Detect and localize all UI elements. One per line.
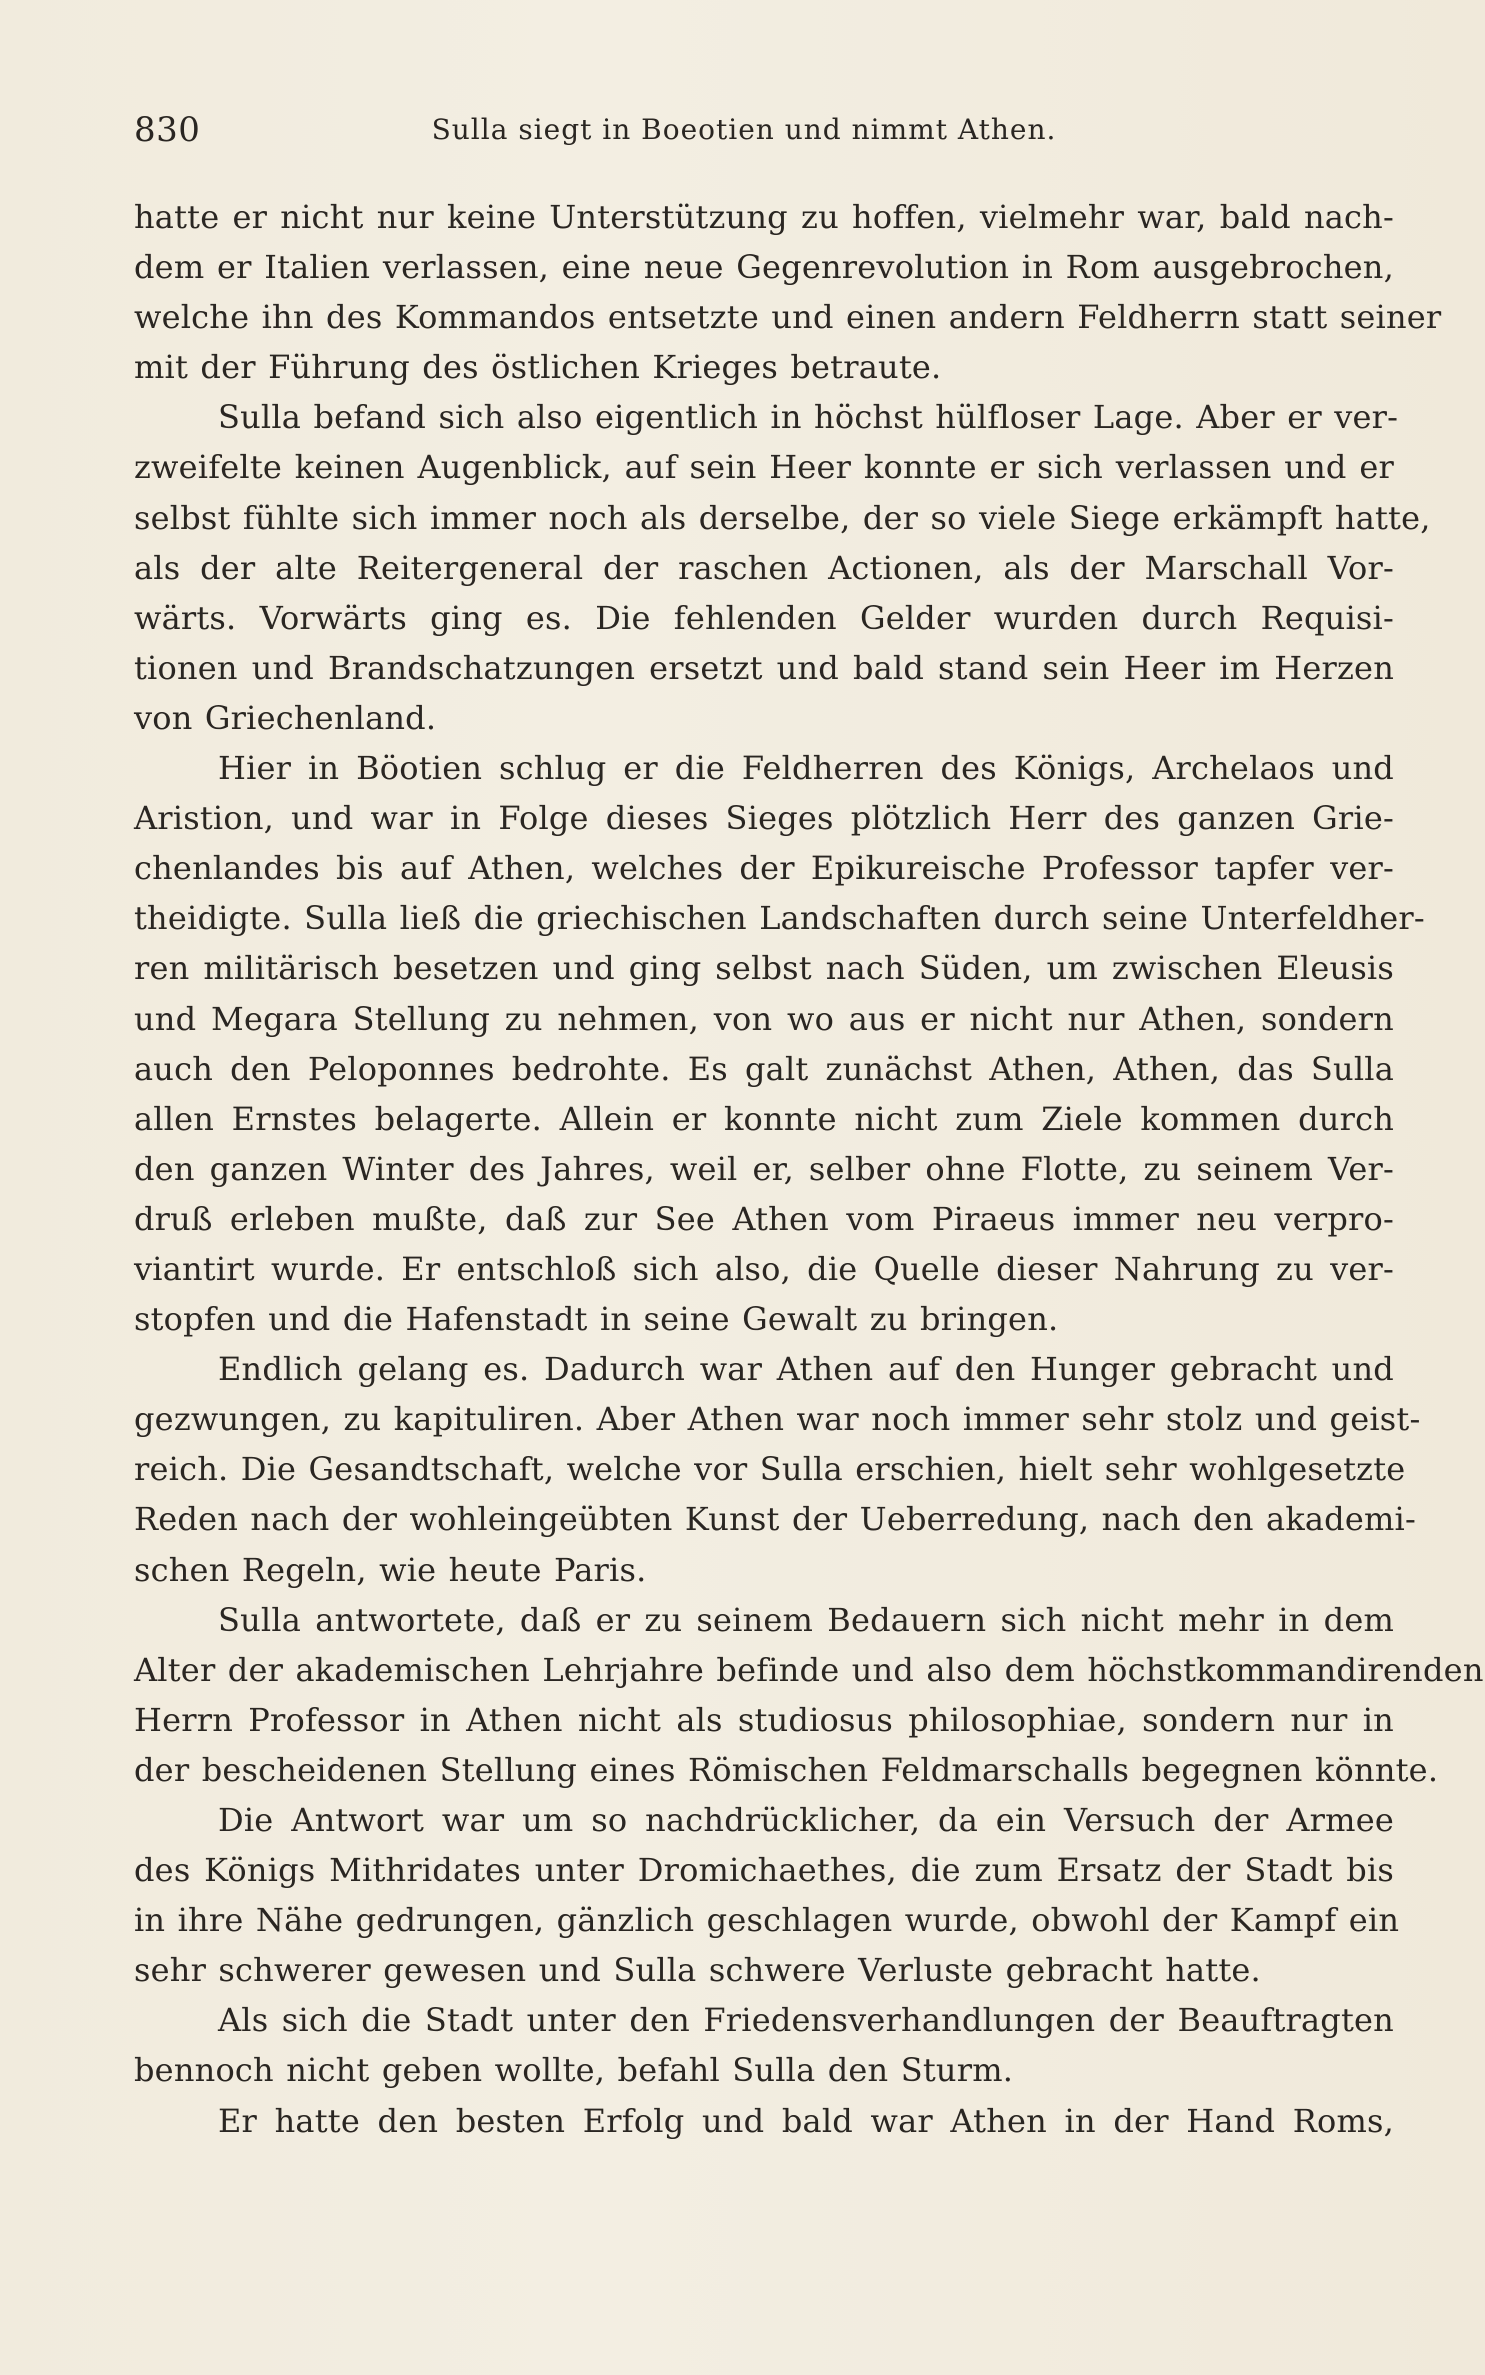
text-line: selbst fühlte sich immer noch als derselbe, der so viele Siege erkämpft hatte, — [134, 498, 1431, 537]
page-number: 830 — [134, 110, 201, 150]
text-line: den ganzen Winter des Jahres, weil er, selber ohne Flotte, zu seinem Ver- — [134, 1149, 1394, 1188]
running-title: Sulla siegt in Boeotien und nimmt Athen. — [431, 113, 1057, 146]
text-line: Alter der akademischen Lehrjahre befinde und also dem höchstkommandirenden — [134, 1650, 1484, 1689]
text-line: theidigte. Sulla ließ die griechischen Landschaften durch seine Unterfeldher- — [134, 899, 1425, 938]
text-line: welche ihn des Kommandos entsetzte und einen andern Feldherrn statt seiner — [134, 298, 1442, 337]
text-line: Reden nach der wohleingeübten Kunst der Ueberredung, nach den akademi- — [134, 1500, 1416, 1539]
text-line: Sulla befand sich also eigentlich in höchst hülfloser Lage. Aber er ver- — [218, 398, 1399, 437]
text-line: chenlandes bis auf Athen, welches der Epikureische Professor tapfer ver- — [134, 849, 1394, 888]
text-line: Hier in Böotien schlug er die Feldherren des Königs, Archelaos und — [218, 749, 1394, 788]
text-line: ren militärisch besetzen und ging selbst nach Süden, um zwischen Eleusis — [134, 949, 1394, 988]
text-line: wärts. Vorwärts ging es. Die fehlenden Gelder wurden durch Requisi- — [134, 598, 1394, 637]
text-line: sehr schwerer gewesen und Sulla schwere Verluste gebracht hatte. — [134, 1951, 1261, 1990]
text-line: des Königs Mithridates unter Dromichaethes, die zum Ersatz der Stadt bis — [134, 1851, 1394, 1890]
text-line: der bescheidenen Stellung eines Römischen Feldmarschalls begegnen könnte. — [134, 1750, 1439, 1789]
text-line: reich. Die Gesandtschaft, welche vor Sulla erschien, hielt sehr wohlgesetzte — [134, 1450, 1406, 1489]
text-line: bennoch nicht geben wollte, befahl Sulla den Sturm. — [134, 2051, 1014, 2090]
text-line: Herrn Professor in Athen nicht als studiosus philosophiae, sondern nur in — [134, 1700, 1394, 1739]
text-line: von Griechenland. — [134, 698, 437, 737]
text-line: dem er Italien verlassen, eine neue Gegenrevolution in Rom ausgebrochen, — [134, 248, 1394, 287]
text-line: hatte er nicht nur keine Unterstützung zu hoffen, vielmehr war, bald nach- — [134, 198, 1394, 236]
text-line: viantirt wurde. Er entschloß sich also, die Quelle dieser Nahrung zu ver- — [134, 1249, 1394, 1288]
text-line: Als sich die Stadt unter den Friedensverhandlungen der Beauftragten — [218, 2001, 1394, 2040]
text-line: schen Regeln, wie heute Paris. — [134, 1550, 647, 1589]
text-line: Er hatte den besten Erfolg und bald war Athen in der Hand Roms, — [218, 2101, 1394, 2140]
text-line: in ihre Nähe gedrungen, gänzlich geschlagen wurde, obwohl der Kampf ein — [134, 1901, 1400, 1940]
text-line: und Megara Stellung zu nehmen, von wo aus er nicht nur Athen, sondern — [134, 999, 1394, 1038]
text-line: Aristion, und war in Folge dieses Sieges plötzlich Herr des ganzen Grie- — [134, 799, 1394, 838]
text-line: Endlich gelang es. Dadurch war Athen auf den Hunger gebracht und — [218, 1350, 1394, 1389]
page-header — [134, 108, 1354, 152]
text-line: auch den Peloponnes bedrohte. Es galt zunächst Athen, Athen, das Sulla — [134, 1049, 1394, 1088]
text-line: gezwungen, zu kapituliren. Aber Athen war noch immer sehr stolz und geist- — [134, 1400, 1421, 1439]
text-line: zweifelte keinen Augenblick, auf sein Heer konnte er sich verlassen und er — [134, 448, 1394, 487]
text-line: tionen und Brandschatzungen ersetzt und bald stand sein Heer im Herzen — [134, 648, 1394, 687]
text-line: allen Ernstes belagerte. Allein er konnte nicht zum Ziele kommen durch — [134, 1099, 1394, 1138]
text-line: mit der Führung des östlichen Krieges betraute. — [134, 348, 942, 387]
text-line: Sulla antwortete, daß er zu seinem Bedauern sich nicht mehr in dem — [218, 1600, 1394, 1639]
text-line: Die Antwort war um so nachdrücklicher, da ein Versuch der Armee — [218, 1801, 1394, 1839]
text-line: druß erleben mußte, daß zur See Athen vom Piraeus immer neu verpro- — [134, 1199, 1394, 1238]
body-text — [134, 192, 1484, 2146]
text-line: stopfen und die Hafenstadt in seine Gewalt zu bringen. — [134, 1300, 1059, 1339]
text-line: als der alte Reitergeneral der raschen Actionen, als der Marschall Vor- — [134, 548, 1394, 587]
